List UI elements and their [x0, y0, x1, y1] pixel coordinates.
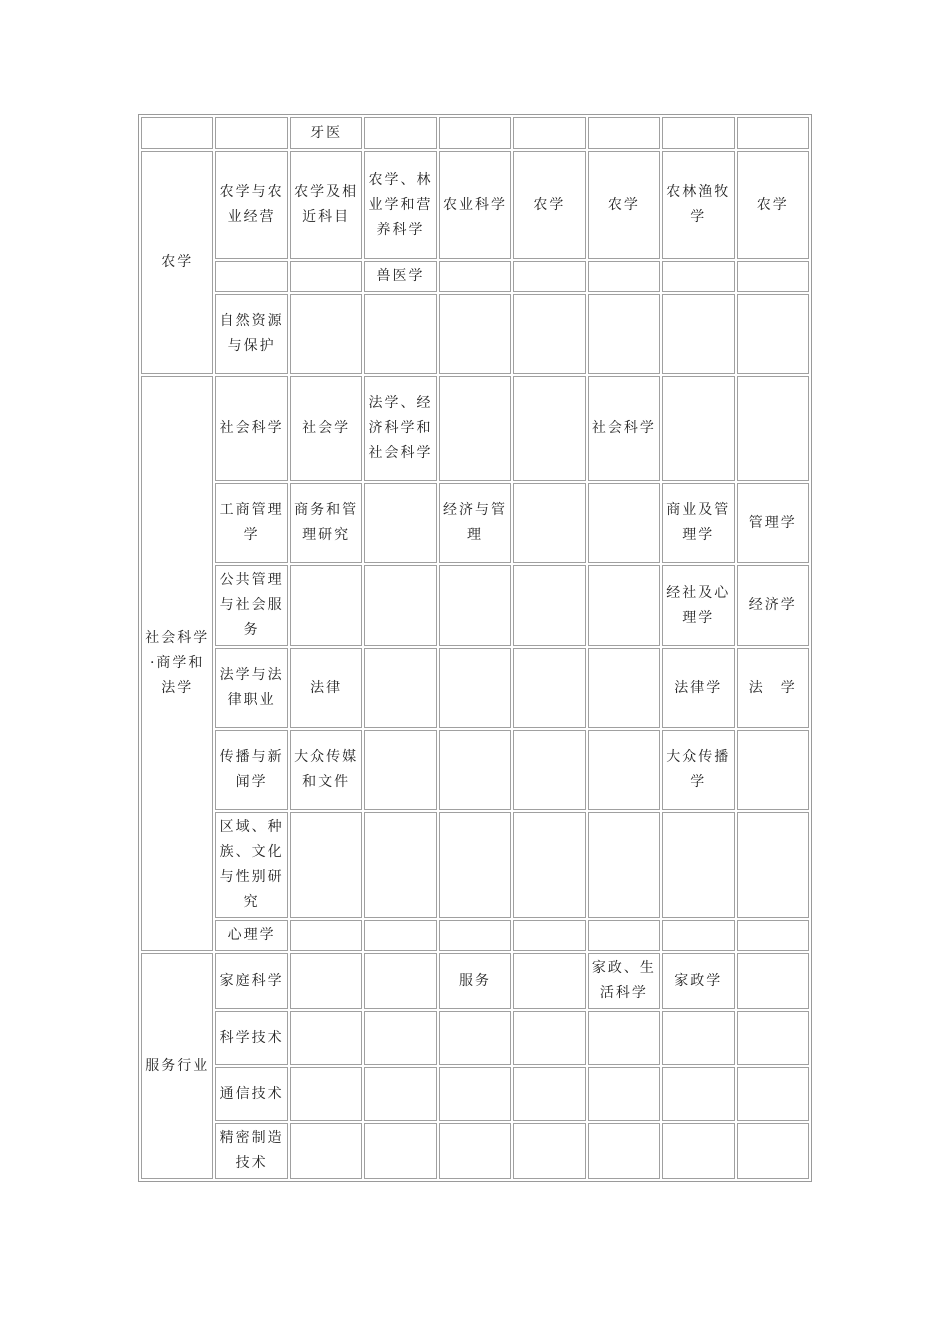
table-row [141, 648, 809, 728]
table-cell [737, 294, 810, 374]
table-cell [513, 565, 585, 646]
table-cell [737, 376, 810, 481]
table-cell: 农业科学 [439, 151, 511, 259]
table-cell [290, 261, 362, 292]
table-cell: 农学、林业学和营养科学 [364, 151, 436, 259]
table-row [141, 117, 809, 149]
table-cell [513, 376, 585, 481]
table-cell [588, 648, 660, 728]
table-cell: 经济学 [737, 565, 810, 646]
table-cell: 工商管理学 [215, 483, 287, 563]
table-cell: 管理学 [737, 483, 810, 563]
table-cell: 法律 [290, 648, 362, 728]
table-cell [364, 294, 436, 374]
table-cell [364, 117, 436, 149]
table-cell [737, 1067, 810, 1121]
table-cell [662, 812, 734, 918]
table-cell: 法律学 [662, 648, 734, 728]
table-cell [737, 1011, 810, 1065]
table-cell [215, 261, 287, 292]
table-cell: 心理学 [215, 920, 287, 951]
table-row [141, 261, 809, 292]
table-row [141, 953, 809, 1009]
table-cell [364, 920, 436, 951]
table-cell [662, 1011, 734, 1065]
table-cell [737, 920, 810, 951]
table-cell [662, 294, 734, 374]
table-cell [141, 117, 213, 149]
table-cell: 农学 [513, 151, 585, 259]
table-row [141, 376, 809, 481]
table-cell: 商务和管理研究 [290, 483, 362, 563]
table-cell [588, 117, 660, 149]
table-cell [364, 1067, 436, 1121]
table-cell [588, 1011, 660, 1065]
table-cell [439, 565, 511, 646]
table-cell: 大众传播学 [662, 730, 734, 810]
table-cell [513, 920, 585, 951]
table-cell: 农学及相近科目 [290, 151, 362, 259]
table-cell: 法学与法律职业 [215, 648, 287, 728]
table-cell [513, 730, 585, 810]
table-cell [290, 294, 362, 374]
table-row [141, 730, 809, 810]
table-cell: 兽医学 [364, 261, 436, 292]
table-cell: 农林渔牧学 [662, 151, 734, 259]
table-cell: 农学 [737, 151, 810, 259]
table-cell [439, 1067, 511, 1121]
table-body [141, 117, 809, 1179]
table-cell: 社会科学 [215, 376, 287, 481]
table-cell [290, 1011, 362, 1065]
table-cell: 商业及管理学 [662, 483, 734, 563]
table-cell [364, 812, 436, 918]
table-cell [439, 648, 511, 728]
table-cell [439, 376, 511, 481]
table-cell: 传播与新闻学 [215, 730, 287, 810]
table-cell [737, 953, 810, 1009]
table-cell [364, 953, 436, 1009]
table-cell [737, 1123, 810, 1179]
table-cell [662, 117, 734, 149]
table-cell: 精密制造技术 [215, 1123, 287, 1179]
table-cell [588, 565, 660, 646]
table-cell: 经济与管理 [439, 483, 511, 563]
table-cell [439, 920, 511, 951]
table-row [141, 294, 809, 374]
table-cell [439, 1011, 511, 1065]
table-row [141, 565, 809, 646]
table-row [141, 1123, 809, 1179]
table-cell [364, 648, 436, 728]
table-cell [439, 1123, 511, 1179]
table-cell [439, 730, 511, 810]
table-cell [662, 1123, 734, 1179]
table-cell [662, 376, 734, 481]
table-cell: 农学 [588, 151, 660, 259]
table-cell: 法学、经济科学和社会科学 [364, 376, 436, 481]
table-cell [290, 1123, 362, 1179]
table-row [141, 812, 809, 918]
table-cell [364, 730, 436, 810]
table-cell [588, 483, 660, 563]
table-cell: 通信技术 [215, 1067, 287, 1121]
table-cell: 科学技术 [215, 1011, 287, 1065]
table-cell [364, 565, 436, 646]
table-cell: 服务行业 [141, 953, 213, 1179]
table-cell [737, 812, 810, 918]
table-row [141, 1067, 809, 1121]
table-cell [513, 648, 585, 728]
table-cell [364, 483, 436, 563]
table-cell [513, 483, 585, 563]
table-cell [513, 812, 585, 918]
table-cell [290, 812, 362, 918]
table-cell [737, 730, 810, 810]
table-cell [364, 1123, 436, 1179]
table-cell: 经社及心理学 [662, 565, 734, 646]
table-row [141, 483, 809, 563]
table-cell [588, 920, 660, 951]
table-cell [588, 730, 660, 810]
table-cell [290, 920, 362, 951]
table-cell: 牙医 [290, 117, 362, 149]
table-cell [588, 1123, 660, 1179]
table-cell [290, 565, 362, 646]
table-cell [662, 1067, 734, 1121]
table-cell [588, 812, 660, 918]
table-cell: 农学与农业经营 [215, 151, 287, 259]
table-cell [290, 1067, 362, 1121]
table-cell [662, 920, 734, 951]
table-cell [588, 1067, 660, 1121]
table-cell [737, 261, 810, 292]
table-cell [513, 294, 585, 374]
table-cell [513, 117, 585, 149]
table-cell: 大众传媒和文件 [290, 730, 362, 810]
table-cell: 社会学 [290, 376, 362, 481]
table-cell: 社会科学 [588, 376, 660, 481]
table-cell [439, 117, 511, 149]
table-cell: 公共管理与社会服务 [215, 565, 287, 646]
table-row [141, 1011, 809, 1065]
table-cell: 农学 [141, 151, 213, 374]
discipline-comparison-table [138, 114, 812, 1182]
table-cell: 法 学 [737, 648, 810, 728]
table-cell [513, 1011, 585, 1065]
table-cell: 社会科学·商学和法学 [141, 376, 213, 951]
table-row [141, 151, 809, 259]
table-cell [439, 294, 511, 374]
table-cell [513, 261, 585, 292]
table-cell [439, 812, 511, 918]
table-cell: 家政、生活科学 [588, 953, 660, 1009]
table-cell: 服务 [439, 953, 511, 1009]
table-cell [513, 1123, 585, 1179]
table-cell [290, 953, 362, 1009]
table-cell: 家政学 [662, 953, 734, 1009]
table-cell: 家庭科学 [215, 953, 287, 1009]
table-cell [215, 117, 287, 149]
table-cell [737, 117, 810, 149]
table-cell [662, 261, 734, 292]
table-row [141, 920, 809, 951]
table-cell: 区域、种族、文化与性别研究 [215, 812, 287, 918]
table-cell: 自然资源与保护 [215, 294, 287, 374]
table-cell [513, 953, 585, 1009]
table-cell [588, 294, 660, 374]
table-cell [588, 261, 660, 292]
table-cell [439, 261, 511, 292]
table-cell [364, 1011, 436, 1065]
table-cell [513, 1067, 585, 1121]
